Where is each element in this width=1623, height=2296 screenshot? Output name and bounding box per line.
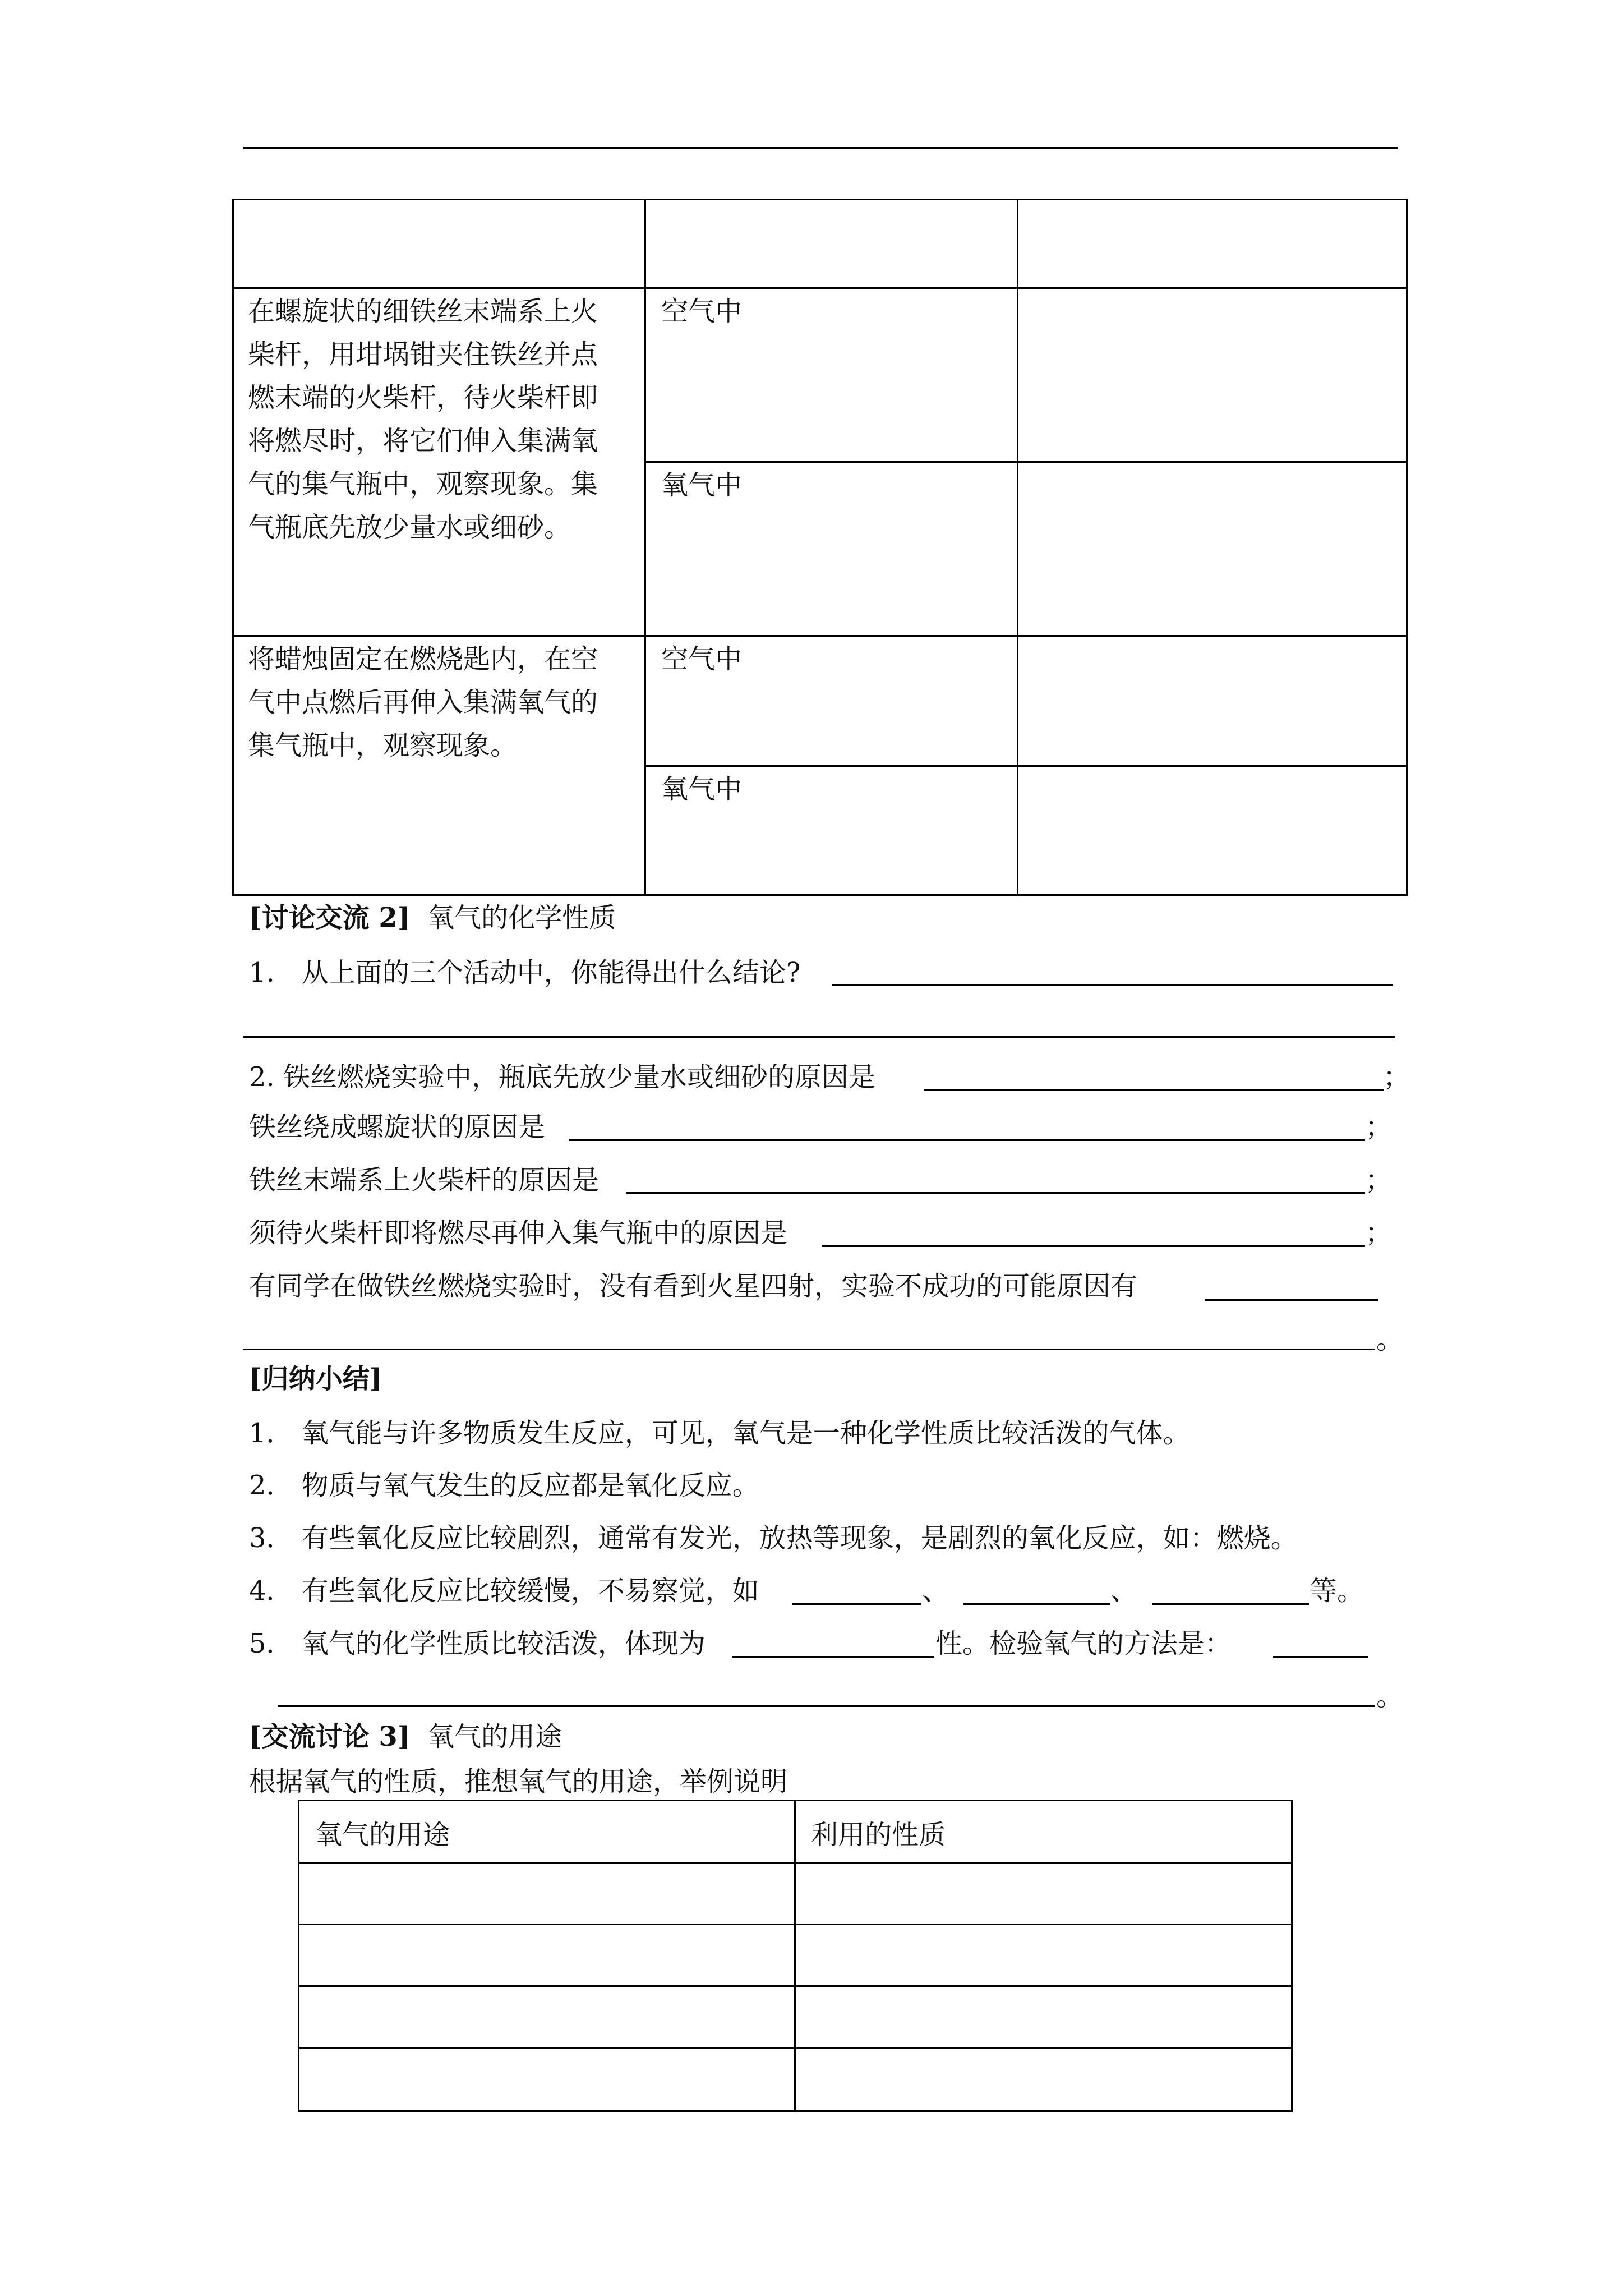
period: 。	[1376, 1681, 1404, 1712]
answer-blank[interactable]	[1205, 1299, 1378, 1301]
uses-header: 氧气的用途	[315, 1819, 450, 1851]
summary-item-5: 5． 氧气的化学性质比较活泼，体现为	[249, 1628, 706, 1659]
period: 。	[1376, 1324, 1404, 1355]
question-2-reason-match: 铁丝末端系上火柴杆的原因是	[249, 1165, 600, 1196]
condition-air: 空气中	[661, 296, 743, 327]
separator: 、	[1110, 1575, 1138, 1607]
answer-blank[interactable]	[243, 1036, 1395, 1038]
answer-blank[interactable]	[1273, 1656, 1368, 1658]
question-2-failure: 有同学在做铁丝燃烧实验时，没有看到火星四射，实验不成功的可能原因有	[249, 1271, 1138, 1302]
question-1: 1. 从上面的三个活动中，你能得出什么结论?	[249, 957, 801, 988]
table-divider	[794, 1801, 796, 2110]
property-header: 利用的性质	[811, 1819, 946, 1851]
table-divider	[299, 1985, 1291, 1987]
discussion3-instruction: 根据氧气的性质，推想氧气的用途，举例说明	[249, 1766, 788, 1797]
answer-blank[interactable]	[792, 1603, 921, 1605]
semicolon: ；	[1365, 1111, 1393, 1143]
summary-item-5b: 性。检验氧气的方法是：	[935, 1628, 1232, 1659]
answer-blank[interactable]	[626, 1192, 1365, 1194]
semicolon: ；	[1365, 1217, 1393, 1249]
answer-blank[interactable]	[243, 1349, 1375, 1350]
procedure-iron: 在螺旋状的细铁丝末端系上火 柴杆，用坩埚钳夹住铁丝并点 燃末端的火柴杆，待火柴杆即 将燃尽时，将它们伸入集满氧 气的集气瓶中，观察现象。集 气瓶底先放少量水或细砂。	[248, 296, 598, 543]
discussion3-heading: [交流讨论 3] 氧气的用途	[249, 1721, 562, 1752]
table-divider	[299, 1862, 1291, 1864]
experiment-table	[232, 199, 1408, 896]
summary-item-2: 2． 物质与氧气发生的反应都是氧化反应。	[249, 1470, 759, 1501]
condition-oxygen: 氧气中	[661, 774, 743, 805]
separator: 、	[922, 1575, 949, 1607]
procedure-candle: 将蜡烛固定在燃烧匙内，在空 气中点燃后再伸入集满氧气的 集气瓶中，观察现象。	[248, 643, 598, 761]
answer-blank[interactable]	[822, 1245, 1365, 1247]
table-divider	[644, 200, 646, 894]
table-divider	[299, 2047, 1291, 2049]
item4-end: 等。	[1310, 1575, 1364, 1607]
condition-oxygen: 氧气中	[661, 470, 743, 501]
table-divider	[234, 635, 1406, 637]
answer-blank[interactable]	[732, 1656, 934, 1658]
discussion2-heading: [讨论交流 2] 氧气的化学性质	[249, 902, 616, 933]
answer-blank[interactable]	[924, 1089, 1384, 1091]
summary-item-4: 4． 有些氧化反应比较缓慢，不易察觉，如	[249, 1575, 759, 1607]
answer-blank[interactable]	[569, 1139, 1365, 1141]
uses-table	[298, 1800, 1293, 2112]
summary-item-3: 3． 有些氧化反应比较剧烈，通常有发光，放热等现象，是剧烈的氧化反应，如：燃烧。	[249, 1522, 1298, 1554]
table-divider	[234, 287, 1406, 289]
table-divider	[644, 461, 1406, 463]
answer-blank[interactable]	[278, 1705, 1375, 1707]
answer-blank[interactable]	[1152, 1603, 1309, 1605]
semicolon: ；	[1383, 1061, 1410, 1093]
answer-blank[interactable]	[963, 1603, 1110, 1605]
table-divider	[644, 765, 1406, 767]
summary-heading: [归纳小结]	[249, 1363, 382, 1395]
question-2-reason-water: 2. 铁丝燃烧实验中，瓶底先放少量水或细砂的原因是	[249, 1061, 876, 1093]
semicolon: ；	[1365, 1165, 1393, 1196]
question-2-reason-spiral: 铁丝绕成螺旋状的原因是	[249, 1111, 546, 1143]
table-divider	[299, 1924, 1291, 1925]
summary-item-1: 1． 氧气能与许多物质发生反应，可见，氧气是一种化学性质比较活泼的气体。	[249, 1418, 1190, 1449]
question-2-reason-wait: 须待火柴杆即将燃尽再伸入集气瓶中的原因是	[249, 1217, 788, 1249]
table-divider	[1017, 200, 1018, 894]
answer-blank[interactable]	[832, 984, 1393, 986]
condition-air: 空气中	[661, 643, 743, 675]
header-rule	[243, 147, 1398, 149]
